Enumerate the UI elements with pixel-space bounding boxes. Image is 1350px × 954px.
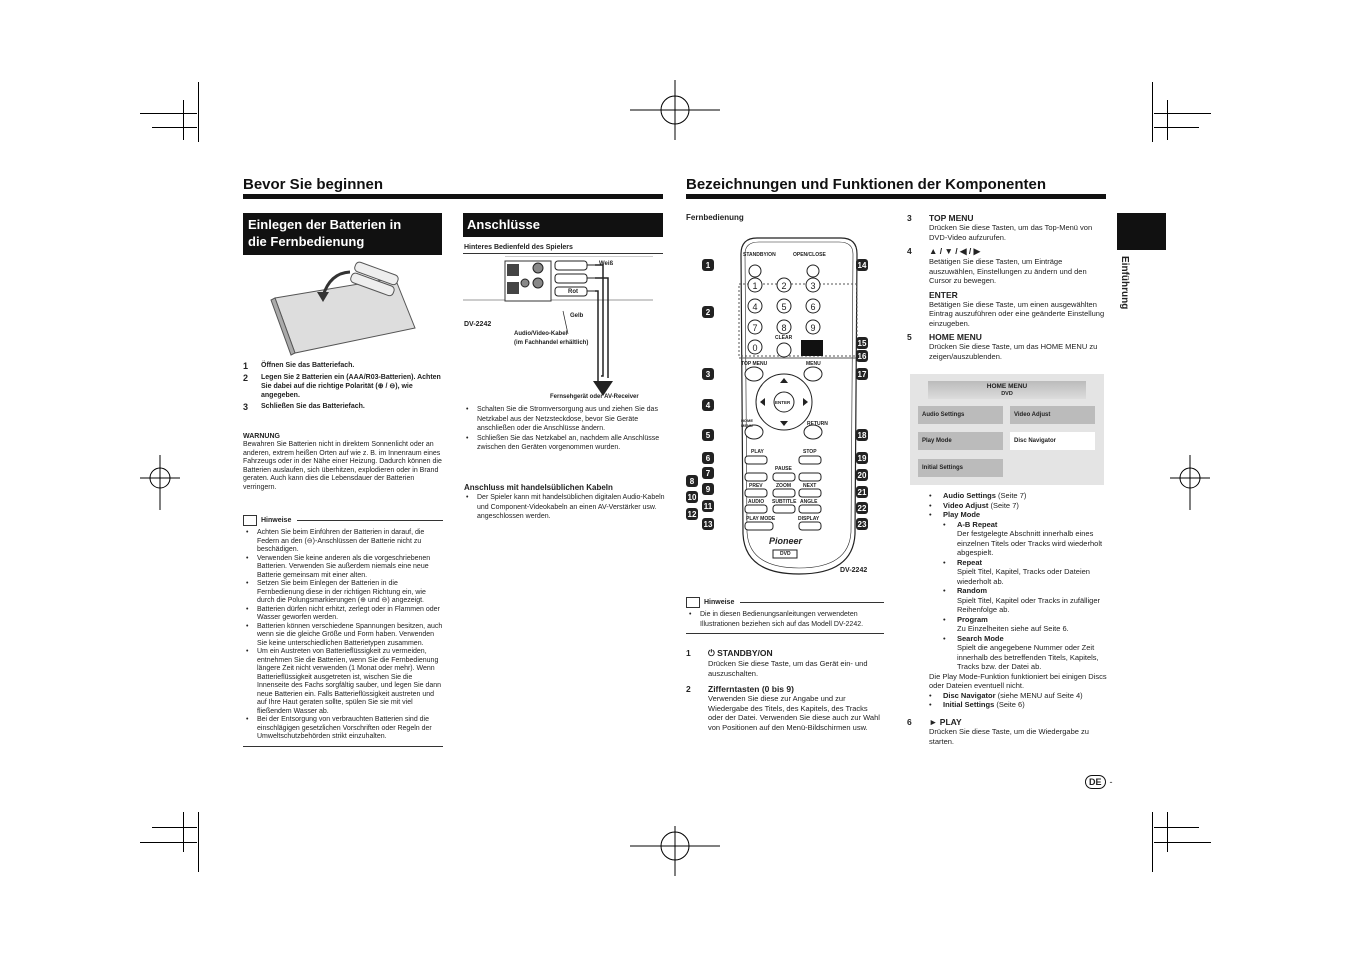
clear-label: CLEAR — [775, 335, 793, 341]
home-initial-settings[interactable]: Initial Settings — [918, 459, 1003, 477]
top-menu-label: TOP MENU — [741, 361, 768, 367]
connections-heading: Anschlüsse — [463, 213, 663, 237]
connection-sub-bullets: • Der Spieler kann mit handelsüblichen digitalen Audio-Kabeln und Component-Videokabeln an einen AV-Verstärker usw. angeschlossen werden. — [463, 493, 672, 522]
language-badge: DE - — [1085, 775, 1113, 789]
svg-text:1: 1 — [752, 281, 758, 291]
battery-steps: 1 Öffnen Sie das Batteriefach. 2 Legen Sie 2 Batterien ein (AAA/R03-Batterien). Achten Sie dabei auf die richtige Polarität (⊕ / ⊖), wie angegeben. 3 Schließen Sie das Batteriefach. — [243, 361, 441, 412]
item-2: 2 Zifferntasten (0 bis 9) Verwenden Sie diese zur Angabe und zur Wiedergabe des Titels, des Kapitels, des Tracks oder der Datei. Verwenden Sie diese auch zur Wahl von Positionen auf den Menü-Bildschirmen usw. — [686, 684, 880, 732]
pause-label: PAUSE — [775, 466, 792, 472]
svg-text:6: 6 — [810, 302, 816, 312]
connection-subheading: Anschluss mit handelsüblichen Kabeln — [464, 483, 613, 492]
next-label: NEXT — [803, 483, 817, 489]
home-video-adjust[interactable]: Video Adjust — [1010, 406, 1095, 424]
remote-model: DV-2242 — [840, 567, 868, 574]
connection-model: DV-2242 — [464, 321, 492, 328]
registration-mark-bottom — [630, 826, 720, 876]
home-audio-settings[interactable]: Audio Settings — [918, 406, 1003, 424]
play-label: PLAY — [751, 449, 764, 455]
side-tab-label: Einführung — [1119, 256, 1130, 310]
warning-text: Bewahren Sie Batterien nicht in direktem Sonnenlicht oder an anderen, extrem heißen Orten auf wie z. B. im Innenraum eines Fahrzeugs oder in der Nähe einer Heizung. Dadurch können die Batterien auslaufen, sich überhitzen, explodieren oder in Brand geraten. Auch kann dies die Lebensdauer der Batterien verringern. — [243, 441, 442, 491]
connection-diagram — [463, 256, 663, 401]
svg-text:2: 2 — [781, 281, 787, 291]
remote-label: Fernbedienung — [686, 213, 744, 222]
return-label: RETURN — [807, 421, 828, 427]
svg-text:3: 3 — [810, 281, 816, 291]
home-menu-label: HOME MENU — [741, 418, 753, 428]
section-title-right: Bezeichnungen und Funktionen der Komponenten — [686, 176, 1046, 193]
registration-mark-top — [630, 80, 720, 140]
svg-text:0: 0 — [752, 343, 758, 353]
angle-label: ANGLE — [800, 499, 818, 505]
title-rule-left — [243, 194, 663, 199]
stop-label: STOP — [803, 449, 817, 455]
registration-mark-right — [1170, 455, 1210, 515]
warning-title: WARNUNG — [243, 433, 280, 440]
open-close-label: OPEN/CLOSE — [793, 252, 826, 258]
menu-label: MENU — [806, 361, 821, 367]
items-right: 3 TOP MENU Drücken Sie diese Tasten, um das Top-Menü von DVD-Video aufzurufen. 4 ▲ / ▼ / ◀ / ▶ Betätigen Sie diese Tasten, um Einträge auszuwählen, Einstellungen zu ändern und den Cursor zu bewegen. ENTER Betätigen Sie diese Taste, um einen ausgewählten Eintrag auszuführen oder eine geänderte Einstellung einzugeben. 5 HOME MENU Drücken Sie diese Taste, um das HOME MENU zu zeigen/auszublenden. — [907, 213, 1105, 361]
panel-label: Hinteres Bedienfeld des Spielers — [464, 244, 573, 251]
svg-text:5: 5 — [781, 302, 787, 312]
side-tab — [1117, 213, 1166, 250]
cable-yellow-label: Gelb — [570, 313, 584, 319]
cable-label: Audio/Video-Kabel (im Fachhandel erhältlich) — [514, 331, 589, 346]
display-label: DISPLAY — [798, 516, 820, 522]
home-menu-title-bar: HOME MENU DVD — [928, 381, 1086, 399]
prev-label: PREV — [749, 483, 763, 489]
subtitle-label: SUBTITLE — [772, 499, 797, 505]
enter-label: ENTER — [775, 400, 791, 405]
dvd-logo-label: DVD — [780, 551, 791, 557]
svg-text:8: 8 — [781, 323, 787, 333]
registration-mark-left — [140, 455, 180, 515]
home-play-mode[interactable]: Play Mode — [918, 432, 1003, 450]
zoom-label: ZOOM — [776, 483, 791, 489]
menu-list: • Audio Settings (Seite 7) • Video Adjust (Seite 7) • Play Mode • A-B Repeat Der festgelegte Abschnitt innerhalb eines einzelnen Titels oder Tracks wird wiederholt abgespielt. • Repeat Spielt Titel, Kapitel, Tracks oder Dateien wiederholt ab. • Random Spielt Titel, Kapitel oder Tracks in zufälliger Reihenfolge ab. • Program Zu Einzelheiten siehe auf Seite 6. • Search Mode Spielt die angegebene Nummer oder Zeit innerhalb des betreffenden Titels, Kapitels, Tracks bzw. der Datei ab. Die Play Mode-Funktion funktioniert bei einigen Discs oder Dateien eventuell nicht. • Disc Navigator (siehe MENU auf Seite 4) • Initial Settings (Seite 6) — [929, 491, 1107, 709]
note-icon — [243, 515, 257, 526]
item-6: 6 ► PLAY Drücken Sie diese Taste, um die Wiedergabe zu starten. — [907, 717, 1089, 746]
remote-labels — [733, 234, 868, 580]
item-1: 1 ⏻ STANDBY/ON Drücken Sie diese Taste, um das Gerät ein- und auszuschalten. — [686, 648, 868, 678]
battery-illustration — [265, 258, 425, 356]
notes-block-left: Hinweise • Achten Sie beim Einführen der Batterien in darauf, die Federn an den (⊖)-Anschlüssen der Batterie nicht zu beschädigen. • Verwenden Sie keine anderen als die vorgeschriebenen Batterien. Verwenden Sie außerdem niemals eine neue Batterie gemeinsam mit einer alten. • Setzen Sie beim Einlegen der Batterien in die Fernbedienung diese in der richtigen Richtung ein, wie durch die Polungsmarkierungen (⊕ und ⊖) angezeigt. • Batterien dürfen nicht erhitzt, zerlegt oder in Flammen oder Wasser geworfen werden. • Batterien können verschiedene Spannungen besitzen, auch wenn sie die gleiche Größe und Form haben. Verwenden Sie keine unterschiedlichen Batterietypen zusammen. • Um ein Austreten von Batterieflüssigkeit zu vermeiden, entnehmen Sie die Batterien, wenn Sie die Fernbedienung längere Zeit nicht verwenden (1 Monat oder mehr). Wenn Batterieflüssigkeit ausgetreten ist, wischen Sie die Innenseite des Fachs sorgfältig sauber, und legen Sie dann neue Batterien ein. Falls Batterieflüssigkeit austreten und auf Ihre Haut geraten sollte, spülen Sie sie mit viel fließendem Wasser ab. • Bei der Entsorgung von verbrauchten Batterien sind die einschlägigen gesetzlichen Vorschriften oder Regeln der Umweltschutzbehörden strikt einzuhalten. — [243, 513, 443, 747]
svg-text:7: 7 — [752, 323, 758, 333]
tv-label: Fernsehgerät oder AV-Receiver — [550, 394, 639, 400]
standby-label: STANDBY/ON — [743, 252, 776, 258]
svg-text:4: 4 — [752, 302, 758, 312]
cable-white-label: Weiß — [599, 261, 614, 267]
home-menu-screen — [910, 374, 1104, 485]
brand-label: Pioneer — [769, 536, 803, 546]
title-rule-right — [686, 194, 1106, 199]
cable-red-label: Rot — [568, 289, 578, 295]
play-mode-label: PLAY MODE — [746, 516, 776, 522]
note-icon — [686, 597, 700, 608]
connection-bullets: • Schalten Sie die Stromversorgung aus und ziehen Sie das Netzkabel aus der Netzsteckdose, bevor Sie Geräte anschließen oder die Anschlüsse ändern. • Schließen Sie das Netzkabel an, nachdem alle Anschlüsse zwischen den Geräten vorgenommen wurden. — [463, 405, 667, 453]
battery-heading: Einlegen der Batterien in die Fernbedienung — [243, 213, 442, 255]
dvd-usb-label: DVD/USB — [801, 335, 820, 340]
notes-block-right: Hinweise • Die in diesen Bedienungsanleitungen verwendeten Illustrationen beziehen sich auf das Modell DV-2242. — [686, 595, 884, 634]
section-title-left: Bevor Sie beginnen — [243, 176, 384, 193]
home-disc-navigator[interactable]: Disc Navigator — [1010, 432, 1095, 450]
audio-label: AUDIO — [748, 499, 765, 505]
svg-text:9: 9 — [810, 323, 816, 333]
